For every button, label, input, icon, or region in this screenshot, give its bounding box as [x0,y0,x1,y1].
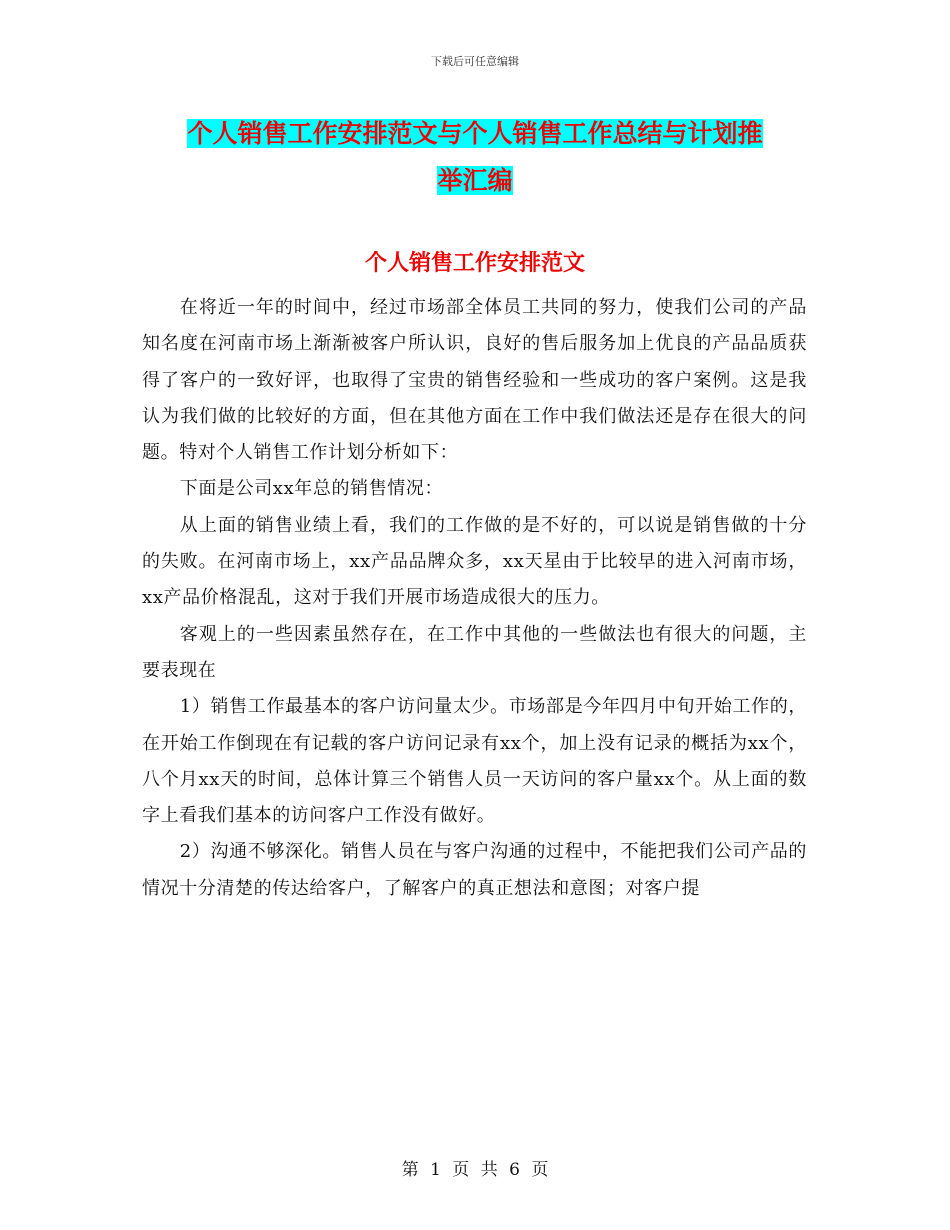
paragraph: 客观上的一些因素虽然存在，在工作中其他的一些做法也有很大的问题，主要表现在 [142,623,807,681]
document-body [142,290,807,907]
paragraph: 从上面的销售业绩上看，我们的工作做的是不好的，可以说是销售做的十分的失败。在河南市场上，xx产品品牌众多，xx天星由于比较早的进入河南市场，xx产品价格混乱，这对于我们开展市场造成很大的压力。 [142,514,807,609]
page-header-note: 下载后可任意编辑 [431,55,519,68]
paragraph: 2）沟通不够深化。销售人员在与客户沟通的过程中，不能把我们公司产品的情况十分清楚的传达给客户，了解客户的真正想法和意图；对客户提 [142,841,807,899]
paragraph: 在将近一年的时间中，经过市场部全体员工共同的努力，使我们公司的产品知名度在河南市场上渐渐被客户所认识，良好的售后服务加上优良的产品品质获得了客户的一致好评，也取得了宝贵的销售经验和一些成功的客户案例。这是我认为我们做的比较好的方面，但在其他方面在工作中我们做法还是存在很大的问题。特对个人销售工作计划分析如下： [142,297,807,464]
document-title-line-1: 个人销售工作安排范文与个人销售工作总结与计划推 [187,119,763,148]
document-title-line-2: 举汇编 [437,166,513,195]
paragraph: 1）销售工作最基本的客户访问量太少。市场部是今年四月中旬开始工作的，在开始工作倒现在有记载的客户访问记录有xx个，加上没有记录的概括为xx个，八个月xx天的时间，总体计算三个销售人员一天访问的客户量xx个。从上面的数字上看我们基本的访问客户工作没有做好。 [142,696,807,827]
page-number-footer: 第 1 页 共 6 页 [401,1160,549,1180]
section-title: 个人销售工作安排范文 [364,250,585,276]
paragraph: 下面是公司xx年总的销售情况： [179,478,444,500]
document-title [140,110,810,204]
